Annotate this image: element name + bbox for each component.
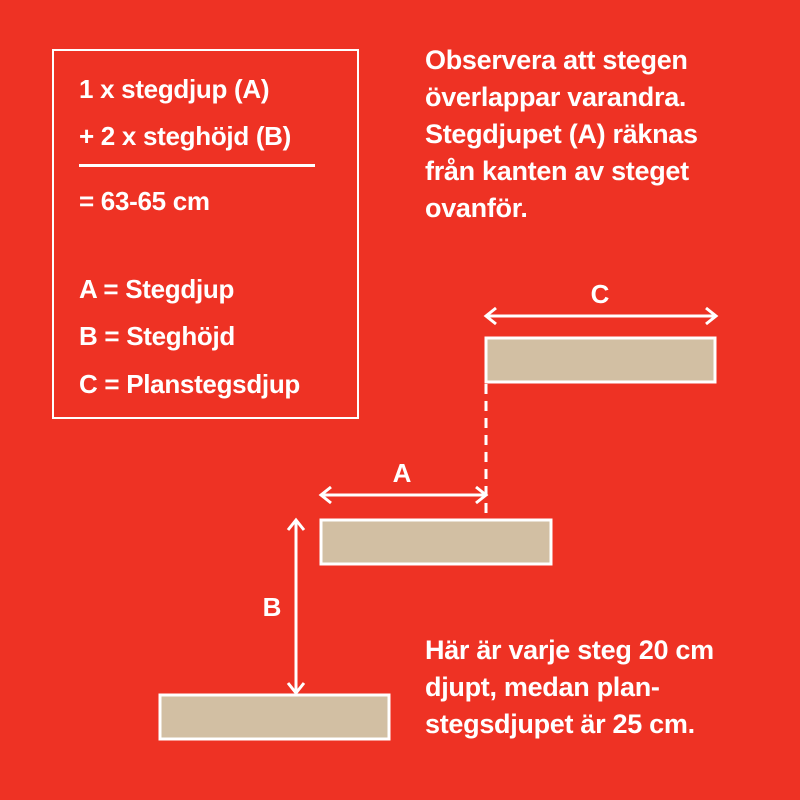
- top-step: [486, 338, 715, 382]
- formula-line-1: 1 x stegdjup (A): [79, 74, 270, 104]
- note-top-line: ovanför.: [425, 193, 528, 223]
- note-top-line: överlappar varandra.: [425, 82, 687, 112]
- b-arrow: [288, 520, 304, 693]
- legend-a: A = Stegdjup: [79, 274, 235, 304]
- label-c: C: [590, 279, 610, 309]
- bottom-step: [160, 695, 389, 739]
- formula-result: = 63-65 cm: [79, 186, 210, 216]
- note-bottom-line: Här är varje steg 20 cm: [425, 635, 714, 665]
- label-b: B: [262, 592, 282, 622]
- note-top-line: från kanten av steget: [425, 156, 689, 186]
- note-bottom-line: djupt, medan plan-: [425, 672, 660, 702]
- note-bottom-line: stegsdjupet är 25 cm.: [425, 709, 695, 739]
- formula-line-2: + 2 x steghöjd (B): [79, 121, 292, 151]
- legend-b: B = Steghöjd: [79, 321, 236, 351]
- c-arrow: [486, 308, 716, 324]
- legend-c: C = Planstegsdjup: [79, 369, 301, 399]
- a-arrow: [321, 487, 486, 503]
- middle-step: [321, 520, 551, 564]
- note-top-line: Observera att stegen: [425, 45, 688, 75]
- label-a: A: [392, 458, 412, 488]
- note-top-line: Stegdjupet (A) räknas: [425, 119, 698, 149]
